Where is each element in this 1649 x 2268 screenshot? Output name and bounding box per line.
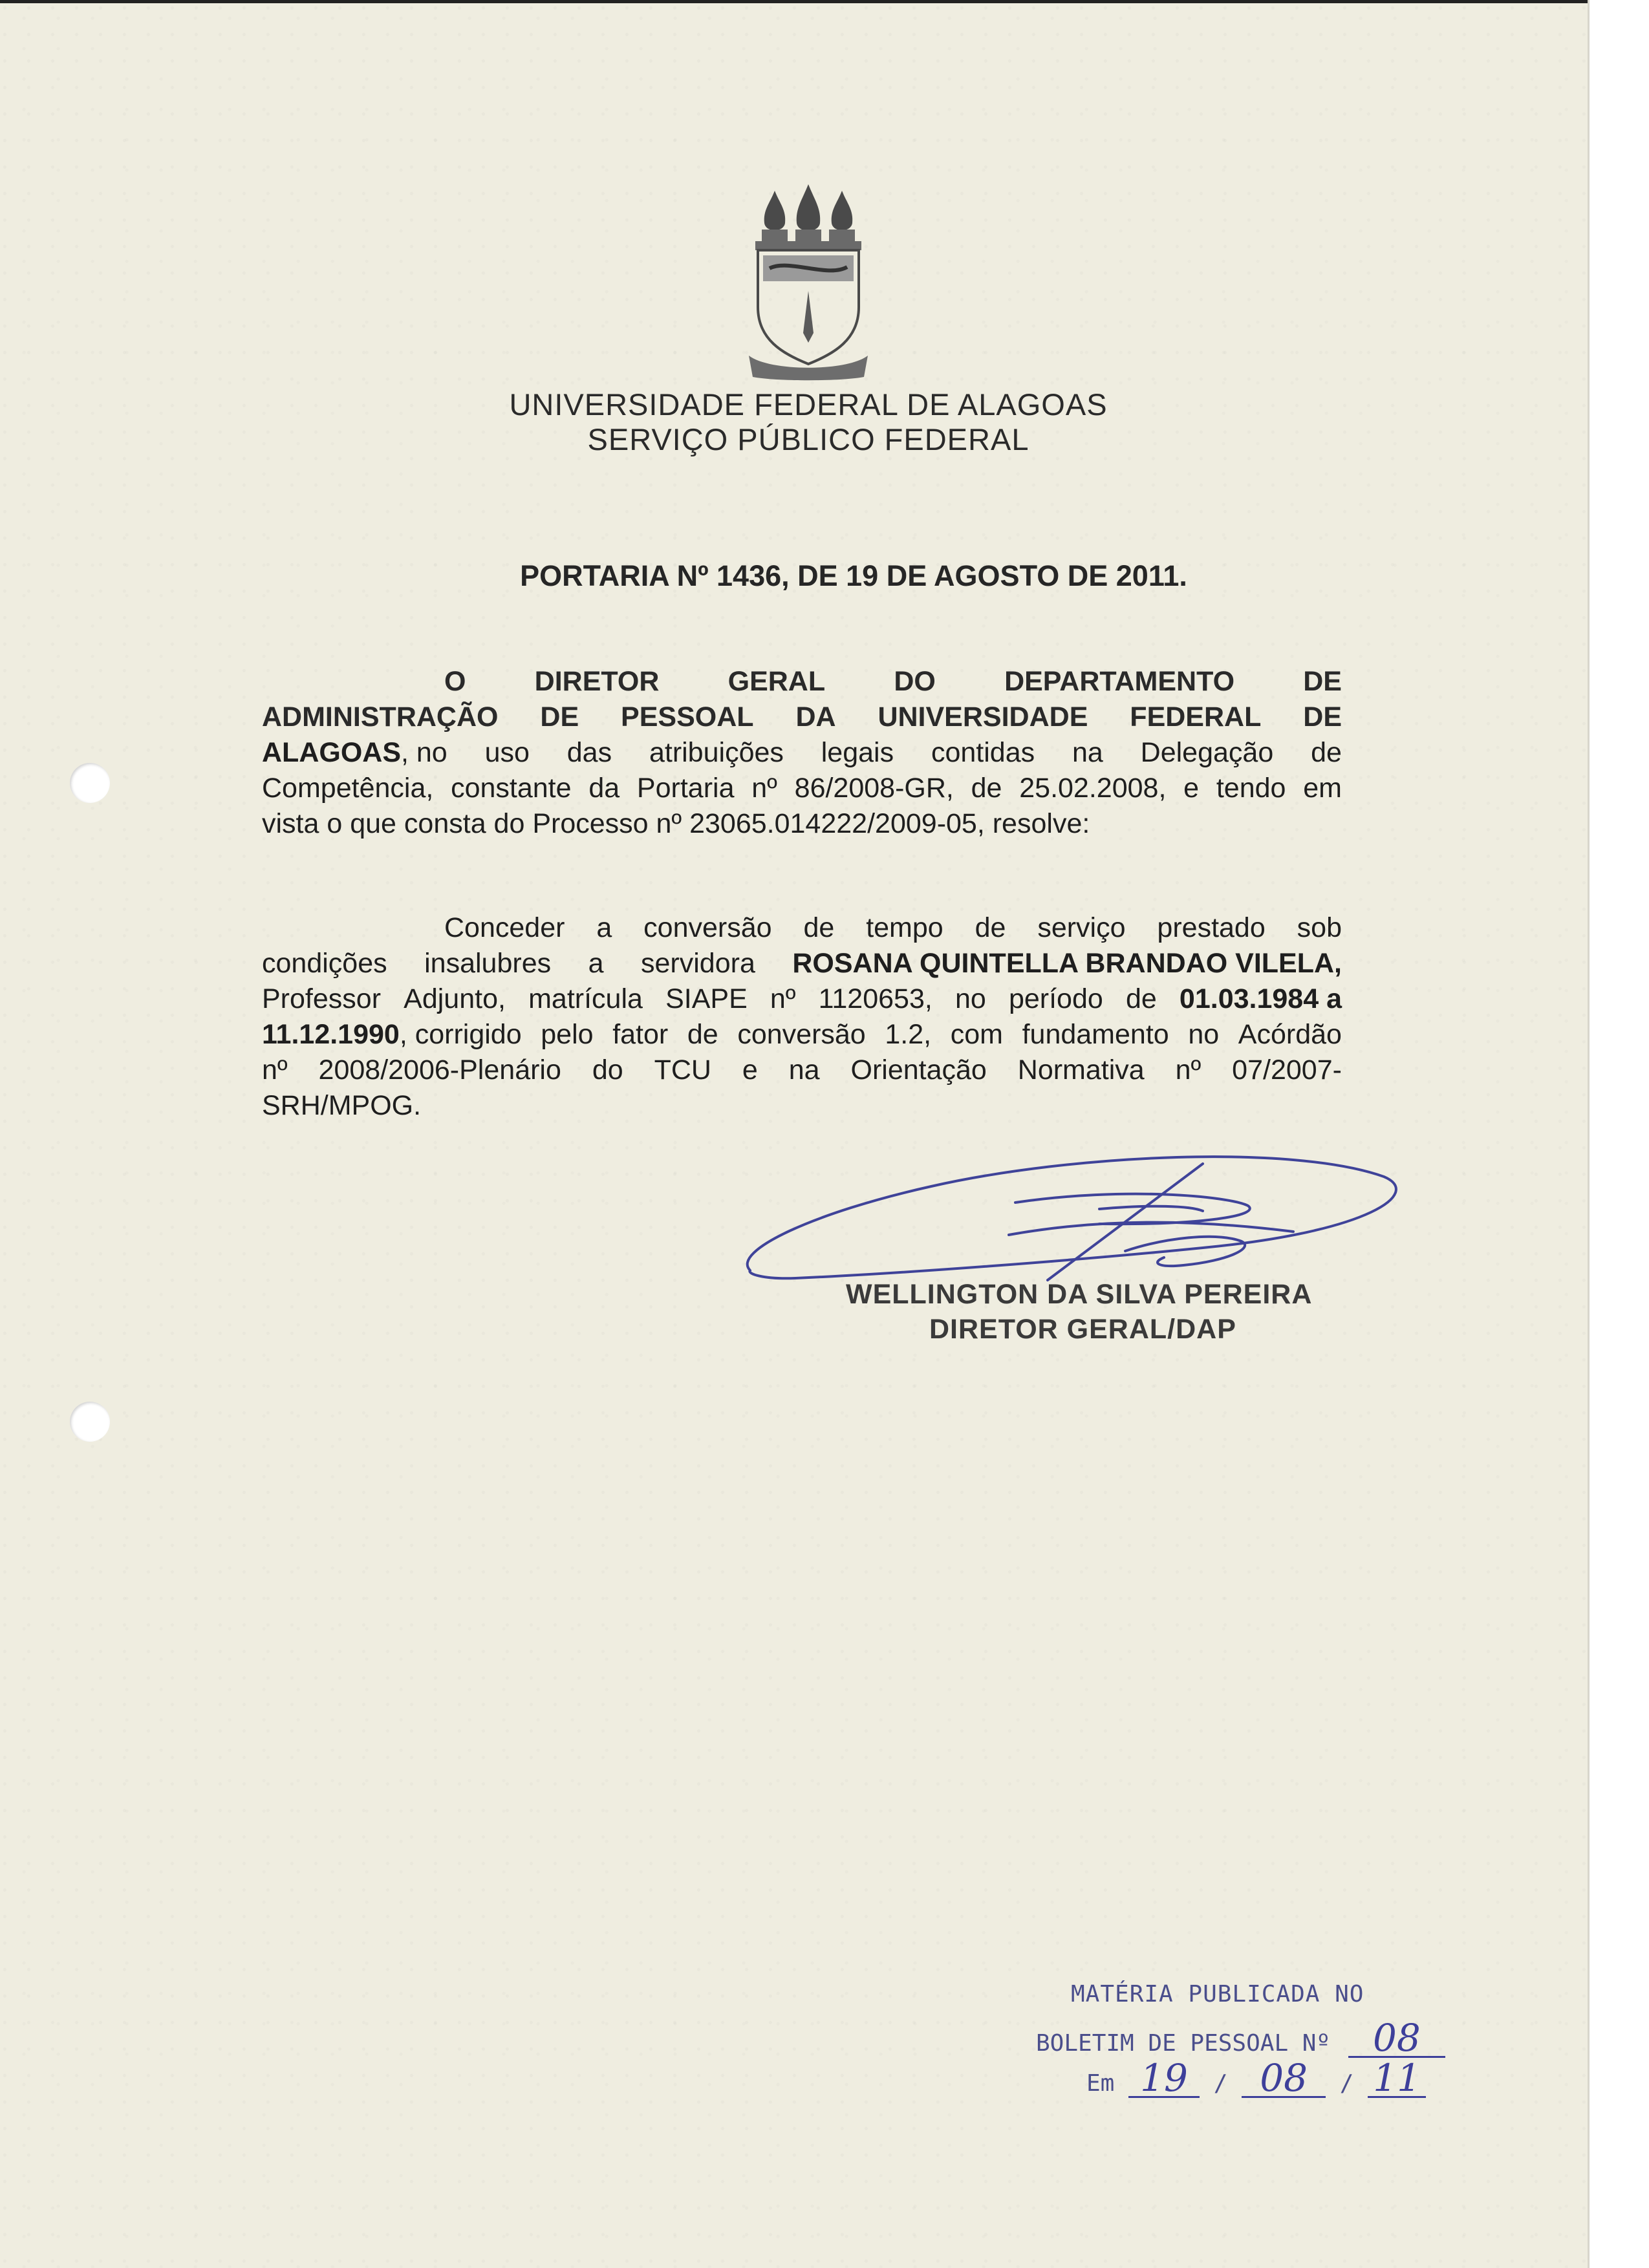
text-line xyxy=(262,664,1342,700)
word: ALAGOAS xyxy=(262,737,401,768)
punch-hole-bottom xyxy=(70,1402,110,1442)
word: , corrigido xyxy=(399,1019,522,1050)
word: 2008/2006-Plenário xyxy=(318,1054,561,1086)
word: serviço xyxy=(1037,912,1126,943)
word: conversão xyxy=(737,1019,866,1050)
stamp-bulletin-label: BOLETIM DE PESSOAL Nº xyxy=(1036,2030,1331,2057)
word: condições xyxy=(262,948,387,979)
word: servidora xyxy=(641,948,755,979)
word: DE xyxy=(1303,701,1342,733)
word: a xyxy=(588,948,604,979)
word: Professor xyxy=(262,983,382,1014)
word: de xyxy=(687,1019,718,1050)
text-line xyxy=(262,1088,1342,1124)
word: pelo xyxy=(541,1019,594,1050)
word: DE xyxy=(1303,666,1342,697)
text-line xyxy=(262,735,1342,771)
paragraph-resolution xyxy=(262,910,1342,1124)
word: de xyxy=(971,773,1002,804)
word: nº xyxy=(770,983,796,1014)
word: SIAPE xyxy=(665,983,748,1014)
word: Normativa xyxy=(1017,1054,1145,1086)
stamp-line-published: MATÉRIA PUBLICADA NO xyxy=(1071,1981,1364,2007)
stamp-year: 11 xyxy=(1368,2060,1426,2098)
text-line xyxy=(262,981,1342,1017)
word: na xyxy=(1072,737,1103,768)
word: tempo xyxy=(866,912,943,943)
word: de xyxy=(1125,983,1157,1014)
word: DIRETOR xyxy=(534,666,660,697)
word: nº xyxy=(1175,1054,1202,1086)
word: Orientação xyxy=(850,1054,987,1086)
word: e xyxy=(1183,773,1200,804)
paragraph-preamble xyxy=(262,664,1342,842)
stamp-day: 19 xyxy=(1128,2060,1200,2098)
text-line xyxy=(262,700,1342,735)
word: DEPARTAMENTO xyxy=(1004,666,1235,697)
word: UNIVERSIDADE xyxy=(878,701,1088,733)
university-name: UNIVERSIDADE FEDERAL DE ALAGOAS xyxy=(509,387,1108,422)
word: DE xyxy=(540,701,579,733)
word: Acórdão xyxy=(1238,1019,1342,1050)
word: Adjunto, xyxy=(404,983,506,1014)
bulletin-number: 08 xyxy=(1348,2020,1445,2058)
word: em xyxy=(1303,773,1342,804)
service-name: SERVIÇO PÚBLICO FEDERAL xyxy=(587,422,1029,456)
word: de xyxy=(803,912,835,943)
word: nº xyxy=(751,773,777,804)
text-line xyxy=(262,1017,1342,1053)
signatory-name: WELLINGTON DA SILVA PEREIRA xyxy=(846,1279,1313,1310)
date-separator: / xyxy=(1339,2070,1354,2097)
scan-top-border xyxy=(0,0,1588,3)
word: de xyxy=(975,912,1006,943)
word: com xyxy=(950,1019,1003,1050)
word: GERAL xyxy=(727,666,826,697)
ordinance-title: PORTARIA Nº 1436, DE 19 DE AGOSTO DE 2011. xyxy=(520,559,1187,592)
word: de xyxy=(1311,737,1342,768)
word: uso xyxy=(484,737,530,768)
word: tendo xyxy=(1216,773,1286,804)
word: fundamento xyxy=(1022,1019,1169,1050)
handwritten-signature xyxy=(737,1141,1410,1296)
text-line xyxy=(262,1053,1342,1088)
word: a xyxy=(596,912,612,943)
text-line xyxy=(262,771,1342,806)
word: insalubres xyxy=(424,948,552,979)
word: Portaria xyxy=(636,773,735,804)
period-start-date: 01.03.1984 a xyxy=(1179,983,1342,1014)
word: período xyxy=(1008,983,1103,1014)
word: e xyxy=(742,1054,758,1086)
word: 1120653, xyxy=(818,983,932,1014)
period-end-date: 11.12.1990 xyxy=(262,1019,400,1050)
word: do xyxy=(592,1054,623,1086)
stamp-line-date xyxy=(1086,2056,1426,2100)
word: FEDERAL xyxy=(1130,701,1262,733)
text-line xyxy=(262,946,1342,981)
word: TCU xyxy=(654,1054,711,1086)
date-separator: / xyxy=(1213,2070,1228,2097)
word: das xyxy=(566,737,612,768)
punch-hole-top xyxy=(70,763,110,803)
word: Competência, xyxy=(262,773,434,804)
word: contidas xyxy=(931,737,1035,768)
word: da xyxy=(588,773,620,804)
publication-stamp xyxy=(1028,1978,1455,2108)
word: ADMINISTRAÇÃO xyxy=(262,701,499,733)
word: O xyxy=(444,666,466,697)
word: matrícula xyxy=(528,983,643,1014)
employee-name: ROSANA QUINTELLA BRANDAO VILELA, xyxy=(792,948,1342,979)
word: Conceder xyxy=(444,912,565,943)
word: 86/2008-GR, xyxy=(794,773,954,804)
word: na xyxy=(788,1054,820,1086)
word: atribuições xyxy=(649,737,784,768)
word: 25.02.2008, xyxy=(1019,773,1167,804)
stamp-date-label: Em xyxy=(1086,2070,1115,2097)
stamp-line-bulletin xyxy=(1036,2016,1445,2060)
text-line xyxy=(262,910,1342,946)
word: constante xyxy=(451,773,572,804)
signatory-role: DIRETOR GERAL/DAP xyxy=(929,1314,1236,1345)
scan-margin xyxy=(1588,0,1649,2268)
word: DO xyxy=(894,666,936,697)
word: 07/2007- xyxy=(1232,1054,1342,1086)
word: no xyxy=(1188,1019,1220,1050)
word: nº xyxy=(262,1054,288,1086)
word: Delegação xyxy=(1140,737,1274,768)
word: sob xyxy=(1297,912,1342,943)
word: conversão xyxy=(643,912,772,943)
word: DA xyxy=(795,701,836,733)
word: no xyxy=(954,983,986,1014)
word: legais xyxy=(821,737,894,768)
word: prestado xyxy=(1157,912,1266,943)
text: SRH/MPOG. xyxy=(262,1090,422,1121)
word: , no xyxy=(401,737,447,768)
text: vista o que consta do Processo nº 23065.014222/2009-05, resolve: xyxy=(262,808,1090,839)
word: 1.2, xyxy=(885,1019,932,1050)
stamp-month: 08 xyxy=(1242,2060,1326,2098)
word: PESSOAL xyxy=(621,701,754,733)
word: fator xyxy=(612,1019,669,1050)
university-crest-icon xyxy=(744,184,873,381)
text-line xyxy=(262,806,1342,842)
